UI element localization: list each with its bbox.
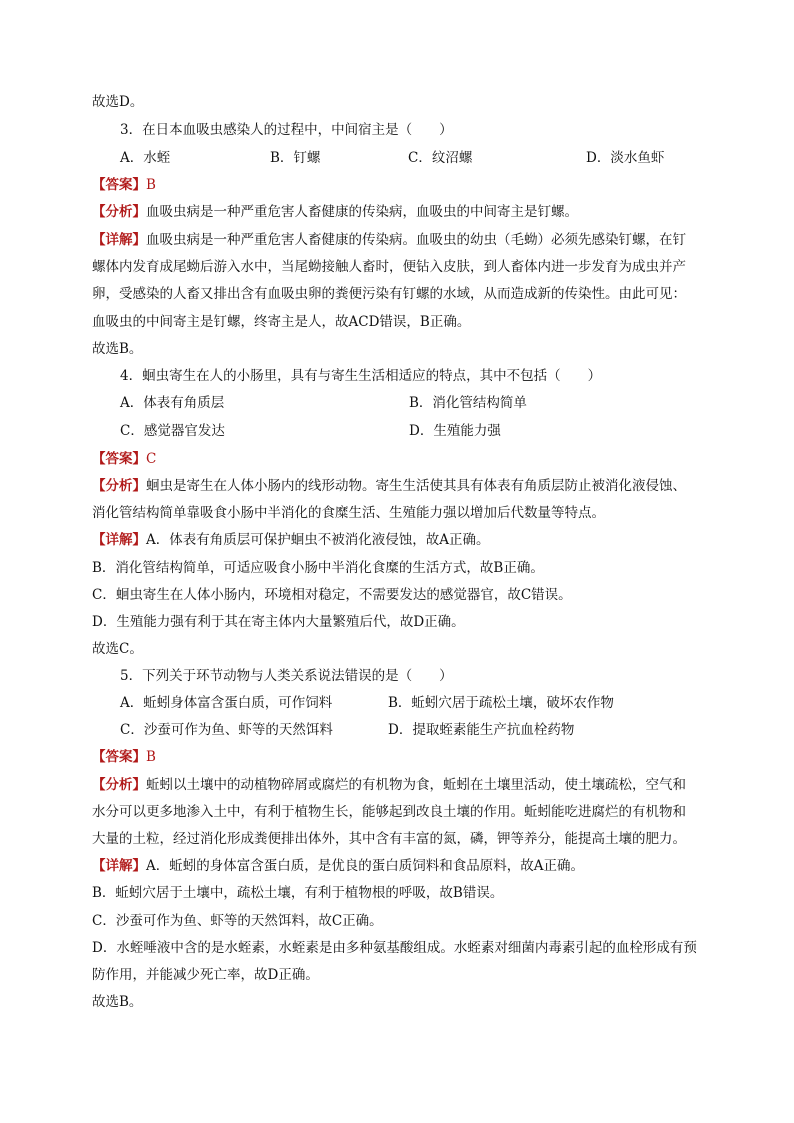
q5-option-c: C．沙蚕可作为鱼、虾等的天然饵料 (120, 722, 333, 738)
q5-option-b: B．蚯蚓穴居于疏松土壤，破坏农作物 (388, 695, 614, 711)
q3-option-d: D．淡水鱼虾 (586, 150, 665, 166)
answer-value: B (146, 177, 156, 193)
detail-tag: 【详解】 (92, 532, 146, 548)
answer-value: B (146, 749, 156, 765)
q3-detail-line-4: 血吸虫的中间寄主是钉螺，终寄主是人，故ACD错误，B正确。 (92, 314, 471, 330)
answer-tag: 【答案】 (92, 451, 146, 467)
q3-detail-line-3: 卵，受感染的人畜又排出含有血吸虫卵的粪便污染有钉螺的水域，从而造成新的传染性。由此可见： (92, 286, 686, 302)
q5-choose-line: 故选B。 (92, 994, 143, 1010)
q3-choose-line: 故选B。 (92, 341, 143, 357)
q4-detail-line-1 (92, 531, 490, 549)
q3-analysis-line (92, 203, 578, 221)
detail-tag: 【详解】 (92, 858, 146, 874)
q5-detail-line-3: C．沙蚕可作为鱼、虾等的天然饵料，故C正确。 (92, 913, 383, 929)
q3-detail-line-2: 螺体内发育成尾蚴后游入水中，当尾蚴接触人畜时，便钻入皮肤，到人畜体内进一步发育为成虫并产 (92, 259, 686, 275)
analysis-tag: 【分析】 (92, 204, 146, 220)
q4-option-c: C．感觉器官发达 (120, 423, 225, 439)
q4-option-a: A．体表有角质层 (120, 395, 225, 411)
q3-stem: 3．在日本血吸虫感染人的过程中，中间宿主是（ ） (120, 122, 453, 138)
answer-tag: 【答案】 (92, 177, 146, 193)
q5-detail-line-5: 防作用，并能减少死亡率，故D正确。 (92, 967, 319, 983)
q4-detail-line-4: D．生殖能力强有利于其在寄主体内大量繁殖后代，故D正确。 (92, 614, 465, 630)
q5-stem: 5．下列关于环节动物与人类关系说法错误的是（ ） (120, 668, 453, 684)
q5-detail-line-2: B．蚯蚓穴居于土壤中，疏松土壤，有利于植物根的呼吸，故B错误。 (92, 885, 504, 901)
q3-option-b: B．钉螺 (270, 150, 321, 166)
q4-stem: 4．蛔虫寄生在人的小肠里，具有与寄生生活相适应的特点，其中不包括（ ） (120, 368, 602, 384)
q5-detail-line-1 (92, 857, 584, 875)
q2-choose-line: 故选D。 (92, 94, 144, 110)
q4-option-b: B．消化管结构简单 (409, 395, 527, 411)
answer-tag: 【答案】 (92, 749, 146, 765)
detail-text: A．蚯蚓的身体富含蛋白质，是优良的蛋白质饲料和食品原料，故A正确。 (146, 858, 584, 874)
q4-detail-line-3: C．蛔虫寄生在人体小肠内，环境相对稳定，不需要发达的感觉器官，故C错误。 (92, 587, 572, 603)
answer-value: C (146, 451, 157, 467)
detail-text: A．体表有角质层可保护蛔虫不被消化液侵蚀，故A正确。 (146, 532, 490, 548)
analysis-tag: 【分析】 (92, 777, 146, 793)
analysis-tag: 【分析】 (92, 478, 146, 494)
q5-analysis-line-3: 大量的土粒，经过消化形成粪便排出体外，其中含有丰富的氮，磷，钾等养分，能提高土壤的肥力。 (92, 831, 686, 847)
q4-choose-line: 故选C。 (92, 641, 143, 657)
analysis-text: 血吸虫病是一种严重危害人畜健康的传染病，血吸虫的中间寄主是钉螺。 (146, 204, 578, 220)
q5-option-d: D．提取蛭素能生产抗血栓药物 (388, 722, 575, 738)
q4-option-d: D．生殖能力强 (409, 423, 501, 439)
q4-analysis-line-2: 消化管结构简单靠吸食小肠中半消化的食糜生活、生殖能力强以增加后代数量等特点。 (92, 505, 605, 521)
q3-option-a: A．水蛭 (120, 150, 171, 166)
detail-tag: 【详解】 (92, 232, 146, 248)
q5-analysis-line-1 (92, 776, 686, 794)
q4-detail-line-2: B．消化管结构简单，可适应吸食小肠中半消化食糜的生活方式，故B正确。 (92, 560, 544, 576)
q5-analysis-line-2: 水分可以更多地渗入土中，有利于植物生长，能够起到改良土壤的作用。蚯蚓能吃进腐烂的有机物和 (92, 804, 686, 820)
q4-analysis-line-1 (92, 477, 686, 495)
q5-answer-line (92, 748, 156, 766)
detail-text: 血吸虫病是一种严重危害人畜健康的传染病。血吸虫的幼虫（毛蚴）必须先感染钉螺，在钉 (146, 232, 686, 248)
q3-answer-line (92, 176, 156, 194)
q3-detail-line-1 (92, 231, 686, 249)
q4-answer-line (92, 450, 156, 468)
analysis-text: 蚯蚓以土壤中的动植物碎屑或腐烂的有机物为食，蚯蚓在土壤里活动，使土壤疏松，空气和 (146, 777, 686, 793)
q3-option-c: C．纹沼螺 (408, 150, 473, 166)
analysis-text: 蛔虫是寄生在人体小肠内的线形动物。寄生生活使其具有体表有角质层防止被消化液侵蚀、 (146, 478, 686, 494)
q5-option-a: A．蚯蚓身体富含蛋白质，可作饲料 (120, 695, 333, 711)
q5-detail-line-4: D．水蛭唾液中含的是水蛭素，水蛭素是由多种氨基酸组成。水蛭素对细菌内毒素引起的血栓形成有预 (92, 940, 697, 956)
